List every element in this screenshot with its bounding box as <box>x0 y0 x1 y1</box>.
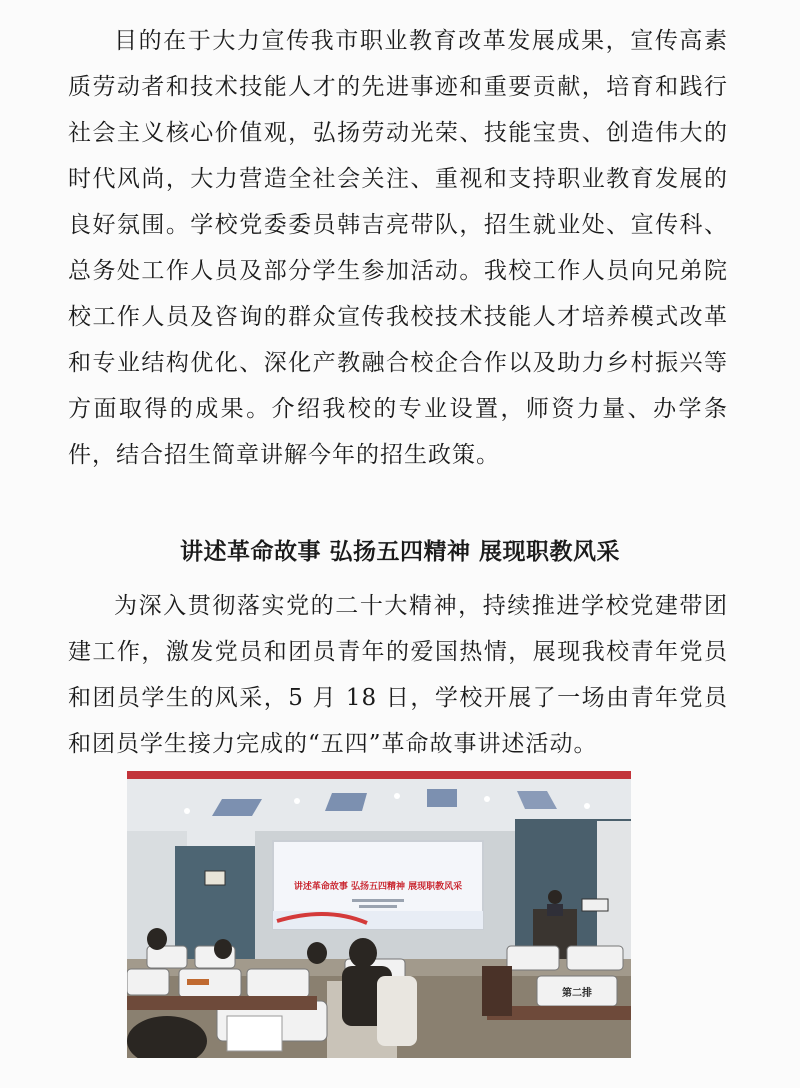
section-heading: 讲述革命故事 弘扬五四精神 展现职教风采 <box>179 539 620 565</box>
body-paragraph-1: 目的在于大力宣传我市职业教育改革发展成果，宣传高素质劳动者和技术技能人才的先进事迹和重要贡献，培育和践行社会主义核心价值观，弘扬劳动光荣、技能宝贵、创造伟大的时代风尚，大力营造全社会关注、重视和支持职业教育发展的良好氛围。学校党委委员韩吉亮带队，招生就业处、宣传科、总务处工作人员及部分学生参加活动。我校工作人员向兄弟院校工作人员及咨询的群众宣传我校技术技能人才培养模式改革和专业结构优化、深化产教融合校企合作以及助力乡村振兴等方面取得的成果。介绍我校的专业设置，师资力量、办学条件，结合招生简章讲解今年的招生政策。 <box>68 28 728 468</box>
event-photo <box>127 771 631 1058</box>
body-paragraph-2: 为深入贯彻落实党的二十大精神，持续推进学校党建带团建工作，激发党员和团员青年的爱国热情，展现我校青年党员和团员学生的风采，5 月 18 日，学校开展了一场由青年党员和团员学生接力完成的“五四”革命故事讲述活动。 <box>68 593 728 757</box>
seat-label: 第二排 <box>562 988 592 999</box>
screen-title: 讲述革命故事 弘扬五四精神 展现职教风采 <box>293 882 463 892</box>
